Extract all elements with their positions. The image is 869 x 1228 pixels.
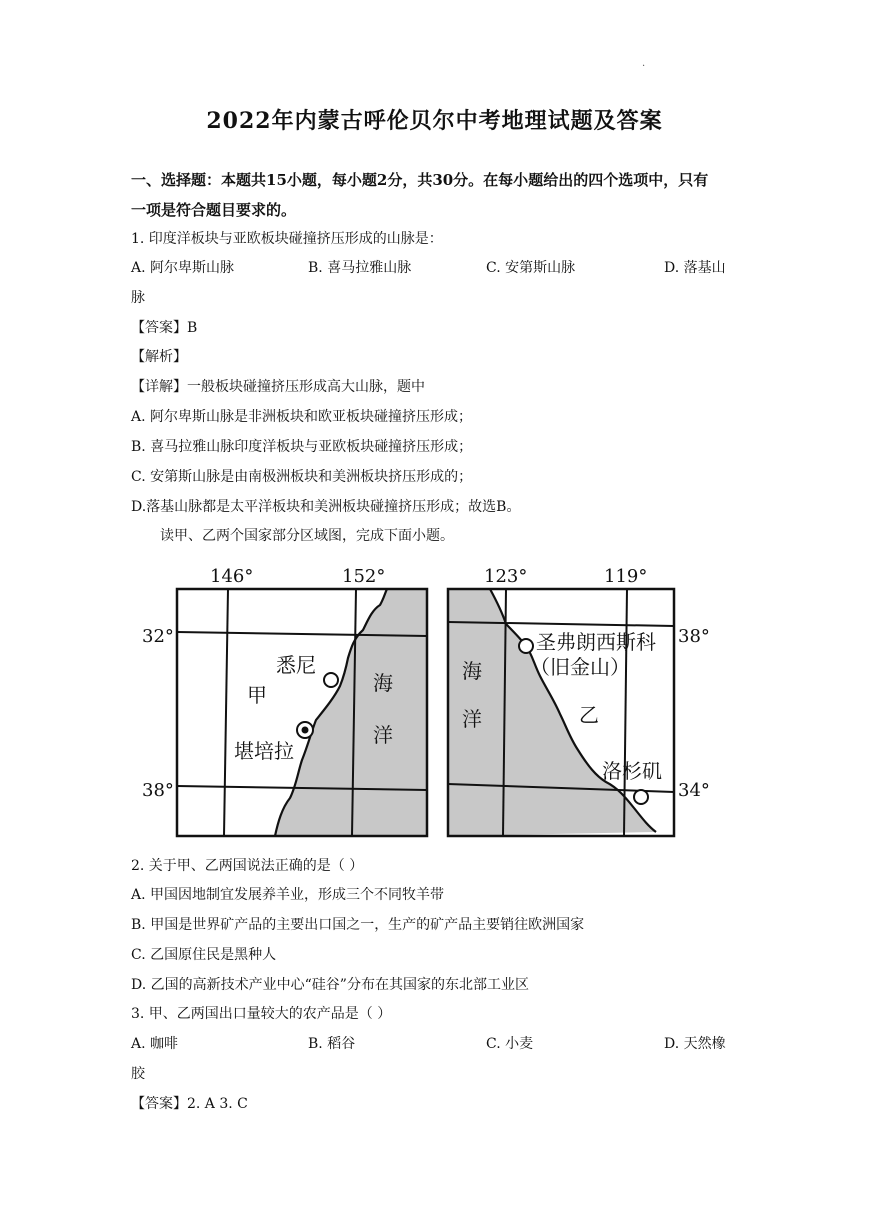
map-yi-lon2-label: 119° xyxy=(604,566,648,587)
q3-option-d-wrap: 胶 xyxy=(131,1066,145,1082)
q2-option-a: A. 甲国因地制宜发展养羊业，形成三个不同牧羊带 xyxy=(131,887,445,903)
sydney-label: 悉尼 xyxy=(276,653,316,677)
map-jia-ocean xyxy=(275,589,427,836)
canberra-label: 堪培拉 xyxy=(234,739,294,763)
q1-analysis-label: 【解析】 xyxy=(131,349,187,365)
san-francisco-label: 圣弗朗西斯科 xyxy=(536,630,656,654)
q1-option-d-wrap: 脉 xyxy=(131,290,145,306)
map-yi-lat1-label: 38° xyxy=(678,626,710,647)
q2-option-b: B. 甲国是世界矿产品的主要出口国之一，生产的矿产品主要销往欧洲国家 xyxy=(131,917,585,933)
map-yi-sea-label-1: 海 xyxy=(462,659,482,683)
map-jia-lat1-label: 32° xyxy=(142,626,174,647)
los-angeles-label: 洛杉矶 xyxy=(602,759,662,783)
region-maps xyxy=(130,560,730,850)
los-angeles-marker xyxy=(634,790,648,804)
q2-option-c: C. 乙国原住民是黑种人 xyxy=(131,947,277,963)
q1-explain-b: B. 喜马拉雅山脉印度洋板块与亚欧板块碰撞挤压形成； xyxy=(131,439,473,455)
q1-stem: 1. 印度洋板块与亚欧板块碰撞挤压形成的山脉是： xyxy=(131,231,443,247)
map-jia xyxy=(142,566,427,836)
san-francisco-marker xyxy=(519,639,533,653)
q3-option-c: C. 小麦 xyxy=(486,1036,534,1052)
q2-stem: 2. 关于甲、乙两国说法正确的是（ ） xyxy=(131,858,364,874)
map-yi-sea-label-2: 洋 xyxy=(462,707,482,731)
map-jia-lat2-label: 38° xyxy=(142,780,174,801)
map-intro: 读甲、乙两个国家部分区域图，完成下面小题。 xyxy=(160,528,454,544)
q1-option-d: D. 落基山 xyxy=(664,260,726,276)
map-yi-lon1-label: 123° xyxy=(484,566,528,587)
q3-stem: 3. 甲、乙两国出口量较大的农产品是（ ） xyxy=(131,1006,392,1022)
canberra-marker-dot xyxy=(302,727,309,734)
q1-explain-d: D.落基山脉都是太平洋板块和美洲板块碰撞挤压形成；故选B。 xyxy=(131,499,521,515)
map-jia-lon-146 xyxy=(224,589,228,836)
q1-explain-a: A. 阿尔卑斯山脉是非洲板块和欧亚板块碰撞挤压形成； xyxy=(131,409,473,425)
q1-answer: 【答案】B xyxy=(131,320,198,336)
section-heading-line1: 一、选择题：本题共15小题，每小题2分，共30分。在每小题给出的四个选项中，只有 xyxy=(131,171,709,189)
map-jia-lon1-label: 146° xyxy=(210,566,254,587)
q1-option-c: C. 安第斯山脉 xyxy=(486,260,576,276)
map-jia-sea-label-1: 海 xyxy=(373,671,393,695)
map-jia-country-label: 甲 xyxy=(247,683,267,707)
q1-option-a: A. 阿尔卑斯山脉 xyxy=(131,260,235,276)
map-jia-sea-label-2: 洋 xyxy=(373,723,393,747)
q2-option-d: D. 乙国的高新技术产业中心“硅谷”分布在其国家的东北部工业区 xyxy=(131,977,529,993)
map-yi-lat2-label: 34° xyxy=(678,780,710,801)
q1-explain-c: C. 安第斯山脉是由南极洲板块和美洲板块挤压形成的； xyxy=(131,469,473,485)
section-heading-line2: 一项是符合题目要求的。 xyxy=(131,201,297,219)
q2-q3-answer: 【答案】2. A 3. C xyxy=(131,1096,248,1112)
q1-detail: 【详解】一般板块碰撞挤压形成高大山脉，题中 xyxy=(131,379,425,395)
map-jia-lon2-label: 152° xyxy=(342,566,386,587)
page-title: 2022年内蒙古呼伦贝尔中考地理试题及答案 xyxy=(206,108,663,134)
q1-option-b: B. 喜马拉雅山脉 xyxy=(308,260,412,276)
q3-option-d: D. 天然橡 xyxy=(664,1036,726,1052)
map-yi-country-label: 乙 xyxy=(579,703,599,727)
page-dot: . xyxy=(642,58,646,69)
sydney-marker xyxy=(324,673,338,687)
q3-option-a: A. 咖啡 xyxy=(131,1036,179,1052)
san-francisco-alt-label: （旧金山） xyxy=(530,655,630,679)
q3-option-b: B. 稻谷 xyxy=(308,1036,356,1052)
map-yi xyxy=(448,566,710,836)
